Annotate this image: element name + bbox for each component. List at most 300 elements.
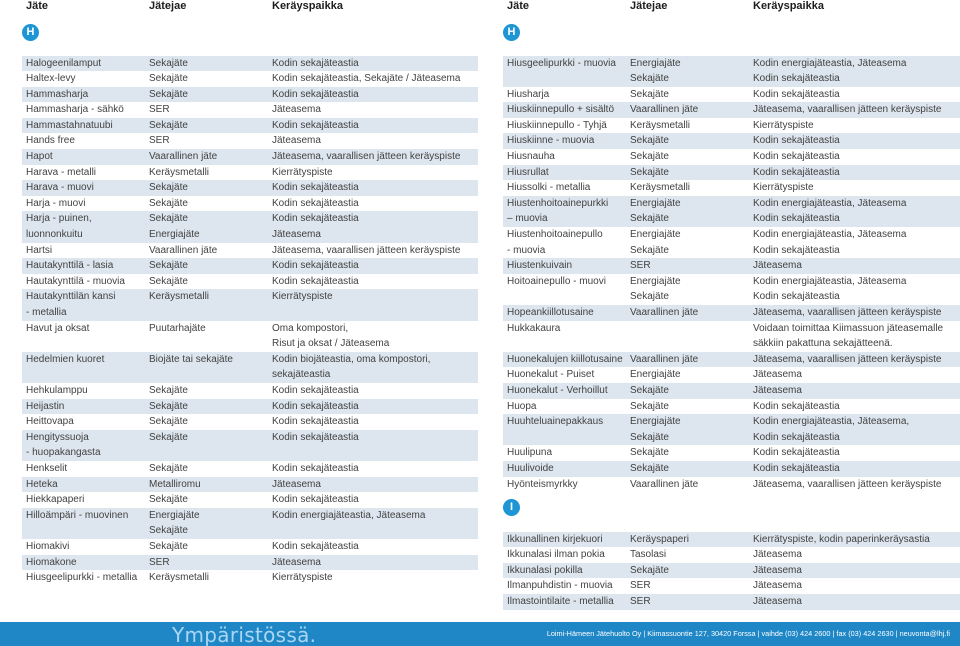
collection-point-cell — [753, 399, 960, 415]
cell-line: SER — [149, 135, 170, 147]
table-row — [22, 352, 478, 383]
cell-line: Heijastin — [26, 400, 65, 412]
collection-point-cell — [272, 321, 478, 352]
cell-line: Vaarallinen jäte — [149, 151, 218, 163]
fraction-cell — [149, 180, 272, 196]
cell-line: Ilmastointilaite - metallia — [507, 596, 614, 607]
cell-line: Harava - muovi — [26, 182, 94, 194]
cell-line: Sekajäte — [149, 462, 188, 474]
cell-line: Risut ja oksat / Jäteasema — [272, 338, 390, 350]
cell-line: Jäteasema — [272, 135, 321, 147]
cell-line: Harja - muovi — [26, 197, 86, 209]
table-row — [22, 118, 478, 134]
fraction-cell — [630, 594, 753, 610]
letter-section — [503, 24, 960, 493]
collection-point-cell — [272, 274, 478, 290]
cell-line: Jäteasema — [753, 369, 802, 381]
fraction-cell — [630, 133, 753, 149]
waste-cell — [507, 274, 630, 305]
fraction-cell — [630, 461, 753, 477]
cell-line: Vaarallinen jäte — [630, 307, 699, 318]
cell-line: Hiustenkuivain — [507, 260, 573, 272]
fraction-cell — [630, 149, 753, 165]
waste-cell — [26, 399, 149, 415]
section-letter-badge: H — [503, 24, 520, 41]
collection-point-cell — [272, 414, 478, 430]
collection-point-cell — [753, 367, 960, 383]
collection-point-cell — [272, 102, 478, 118]
collection-point-cell — [753, 196, 960, 227]
cell-line: Kodin biojäteastia, oma kompostori, — [272, 353, 431, 365]
cell-line: Jäteasema, vaarallisen jätteen keräyspiste — [753, 104, 942, 116]
column-header-fraction: Jätejae — [149, 0, 187, 12]
table-row — [503, 414, 960, 445]
cell-line: säkkiin pakattuna sekajätteenä. — [753, 338, 893, 350]
cell-line: Kodin sekajäteastia — [753, 462, 840, 474]
cell-line: Sekajäte — [630, 400, 669, 412]
cell-line: Hiusgeelipurkki - muovia — [507, 57, 616, 69]
fraction-cell — [630, 399, 753, 415]
cell-line: Halogeenilamput — [26, 57, 102, 69]
cell-line: Sekajäte — [149, 275, 188, 287]
cell-line: SER — [630, 260, 651, 272]
table-row — [503, 227, 960, 258]
table-row — [503, 165, 960, 181]
cell-line: Keräyspaperi — [630, 533, 689, 545]
collection-point-cell — [272, 149, 478, 165]
cell-line: SER — [149, 556, 170, 568]
collection-point-cell — [753, 578, 960, 594]
cell-line: Energiajäte — [149, 229, 200, 241]
cell-line: Jäteasema — [272, 229, 321, 241]
fraction-cell — [630, 547, 753, 563]
collection-point-cell — [272, 56, 478, 72]
cell-line: Vaarallinen jäte — [630, 478, 699, 490]
letter-section — [22, 24, 478, 586]
cell-line: Voidaan toimittaa Kiimassuon jäteasemalle — [753, 322, 944, 334]
cell-line: Hautakynttilän kansi — [26, 291, 116, 303]
fraction-cell — [149, 289, 272, 320]
cell-line: Jäteasema, vaarallisen jätteen keräyspiste — [753, 478, 942, 490]
table-row — [22, 399, 478, 415]
fraction-cell — [149, 243, 272, 259]
cell-line: Keräysmetalli — [630, 119, 691, 131]
table-row — [22, 555, 478, 571]
waste-cell — [507, 180, 630, 196]
table-row — [503, 532, 960, 548]
table-row — [503, 367, 960, 383]
cell-line: Hiuskiinne - muovia — [507, 135, 595, 147]
waste-cell — [26, 461, 149, 477]
collection-point-cell — [753, 102, 960, 118]
collection-point-cell — [753, 547, 960, 563]
collection-point-cell — [753, 118, 960, 134]
cell-line: Kodin sekajäteastia — [272, 462, 359, 474]
waste-cell — [26, 165, 149, 181]
waste-cell — [26, 102, 149, 118]
cell-line: Energiajäte — [630, 197, 681, 209]
collection-point-cell — [272, 352, 478, 383]
waste-cell — [26, 570, 149, 586]
waste-cell — [26, 508, 149, 539]
waste-cell — [507, 563, 630, 579]
collection-point-cell — [272, 165, 478, 181]
table-row — [503, 445, 960, 461]
cell-line: Sekajäte — [149, 119, 188, 131]
waste-cell — [26, 71, 149, 87]
cell-line: Huonekalut - Verhoillut — [507, 384, 608, 396]
collection-point-cell — [272, 430, 478, 461]
collection-point-cell — [272, 196, 478, 212]
fraction-cell — [630, 102, 753, 118]
cell-line: Sekajäte — [630, 291, 669, 303]
cell-line: Jäteasema, vaarallisen jätteen keräyspiste — [753, 307, 942, 318]
waste-cell — [26, 414, 149, 430]
fraction-cell — [149, 430, 272, 461]
table-header — [503, 0, 960, 12]
cell-line: Kodin sekajäteastia — [272, 197, 359, 209]
fraction-cell — [630, 258, 753, 274]
fraction-cell — [149, 555, 272, 571]
fraction-cell — [149, 508, 272, 539]
cell-line: Kodin sekajäteastia — [272, 88, 359, 100]
collection-point-cell — [272, 383, 478, 399]
cell-line: Hands free — [26, 135, 75, 147]
cell-line: Sekajäte — [149, 57, 188, 69]
cell-line: Kodin sekajäteastia — [753, 73, 840, 85]
cell-line: Jäteasema — [753, 580, 802, 592]
collection-point-cell — [753, 477, 960, 493]
cell-line: Huuhteluainepakkaus — [507, 416, 604, 428]
cell-line: Ikkunalasi pokilla — [507, 564, 583, 576]
footer-slogan: Ympäristössä. — [172, 623, 317, 646]
cell-line: Sekajäte — [149, 431, 188, 443]
cell-line: Hiustenhoitoainepullo — [507, 229, 603, 241]
cell-line: – muovia — [507, 213, 548, 225]
waste-cell — [26, 87, 149, 103]
table-row — [503, 118, 960, 134]
cell-line: Havut ja oksat — [26, 322, 90, 334]
cell-line: - muovia — [507, 244, 546, 256]
collection-point-cell — [272, 539, 478, 555]
right-table-column — [503, 0, 960, 610]
cell-line: Huonekalut - Puiset — [507, 369, 595, 381]
cell-line: Hedelmien kuoret — [26, 353, 105, 365]
table-row — [22, 211, 478, 242]
cell-line: Kodin sekajäteastia — [753, 447, 840, 459]
cell-line: Kodin sekajäteastia — [272, 213, 359, 225]
waste-cell — [507, 367, 630, 383]
cell-line: Kodin sekajäteastia — [753, 400, 840, 412]
cell-line: Kodin sekajäteastia — [272, 540, 359, 552]
table-row — [22, 243, 478, 259]
table-row — [22, 165, 478, 181]
cell-line: Kodin sekajäteastia — [272, 275, 359, 287]
table-row — [503, 56, 960, 87]
cell-line: Hiusgeelipurkki - metallia — [26, 572, 138, 584]
fraction-cell — [149, 274, 272, 290]
table-row — [503, 461, 960, 477]
waste-cell — [507, 383, 630, 399]
collection-point-cell — [272, 118, 478, 134]
cell-line: Ikkunallinen kirjekuori — [507, 533, 603, 545]
cell-line: Kodin sekajäteastia — [272, 400, 359, 412]
cell-line: Hammasharja — [26, 88, 89, 100]
table-row — [22, 133, 478, 149]
cell-line: Hapot — [26, 151, 53, 163]
cell-line: Kodin energiajäteastia, Jäteasema — [272, 509, 426, 521]
table-row — [22, 570, 478, 586]
waste-cell — [507, 578, 630, 594]
footer-contact: Loimi-Hämeen Jätehuolto Oy | Kiimassuontie 127, 30420 Forssa | vaihde (03) 424 2600 | fax (03) 424 2630 | neuvonta@lhj.fi — [546, 629, 950, 638]
cell-line: Vaarallinen jäte — [630, 104, 699, 116]
collection-point-cell — [753, 258, 960, 274]
table-row — [22, 87, 478, 103]
fraction-cell — [149, 383, 272, 399]
table-row — [503, 133, 960, 149]
cell-line: Heteka — [26, 478, 58, 490]
cell-line: Kodin sekajäteastia — [272, 431, 359, 443]
cell-line: Sekajäte — [149, 182, 188, 194]
cell-line: Kierrätyspiste — [272, 291, 333, 303]
cell-line: Jäteasema — [753, 260, 802, 272]
cell-line: Sekajäte — [630, 462, 669, 474]
cell-line: Kodin sekajäteastia — [753, 213, 840, 225]
fraction-cell — [149, 258, 272, 274]
waste-cell — [507, 133, 630, 149]
table-row — [22, 508, 478, 539]
cell-line: Sekajäte — [149, 540, 188, 552]
fraction-cell — [630, 118, 753, 134]
waste-cell — [507, 594, 630, 610]
cell-line: Jäteasema — [753, 384, 802, 396]
collection-point-cell — [272, 555, 478, 571]
fraction-cell — [630, 477, 753, 493]
cell-line: Kodin sekajäteastia, Sekajäte / Jäteasema — [272, 73, 461, 85]
waste-cell — [507, 87, 630, 103]
cell-line: Jäteasema — [272, 556, 321, 568]
collection-point-cell — [272, 180, 478, 196]
cell-line: Hiusharja — [507, 88, 550, 100]
cell-line: Kierrätyspiste — [753, 182, 814, 194]
cell-line: Kodin sekajäteastia — [272, 384, 359, 396]
cell-line: Biojäte tai sekajäte — [149, 353, 233, 365]
table-row — [22, 196, 478, 212]
table-row — [503, 258, 960, 274]
cell-line: Kodin energiajäteastia, Jäteasema — [753, 229, 907, 241]
column-header-collection-point: Keräyspaikka — [272, 0, 343, 12]
waste-cell — [26, 56, 149, 72]
table-row — [503, 180, 960, 196]
waste-cell — [26, 133, 149, 149]
cell-line: Oma kompostori, — [272, 322, 349, 334]
fraction-cell — [630, 196, 753, 227]
table-row — [22, 539, 478, 555]
cell-line: Ikkunalasi ilman pokia — [507, 549, 605, 561]
cell-line: Kierrätyspiste — [272, 166, 333, 178]
fraction-cell — [630, 352, 753, 368]
waste-cell — [507, 258, 630, 274]
cell-line: Hukkakaura — [507, 322, 561, 334]
cell-line: Sekajäte — [630, 564, 669, 576]
waste-cell — [507, 461, 630, 477]
fraction-cell — [149, 477, 272, 493]
cell-line: SER — [630, 596, 651, 607]
collection-point-cell — [753, 87, 960, 103]
table-row — [503, 352, 960, 368]
fraction-cell — [149, 56, 272, 72]
cell-line: Tasolasi — [630, 549, 667, 561]
cell-line: SER — [149, 104, 170, 116]
fraction-cell — [630, 305, 753, 321]
cell-line: Energiajäte — [630, 416, 681, 428]
table-row — [503, 149, 960, 165]
cell-line: Kodin sekajäteastia — [272, 57, 359, 69]
cell-line: Puutarhajäte — [149, 322, 206, 334]
collection-point-cell — [753, 321, 960, 352]
cell-line: Hartsi — [26, 244, 53, 256]
fraction-cell — [630, 445, 753, 461]
waste-cell — [507, 102, 630, 118]
collection-point-cell — [272, 461, 478, 477]
table-row — [503, 383, 960, 399]
cell-line: Sekajäte — [149, 416, 188, 428]
table-row — [503, 305, 960, 321]
cell-line: Kodin energiajäteastia, Jäteasema — [753, 57, 907, 69]
cell-line: luonnonkuitu — [26, 229, 83, 241]
collection-point-cell — [753, 532, 960, 548]
cell-line: SER — [630, 580, 651, 592]
cell-line: Hoitoainepullo - muovi — [507, 275, 606, 287]
collection-point-cell — [272, 492, 478, 508]
fraction-cell — [149, 321, 272, 352]
column-header-fraction: Jätejae — [630, 0, 668, 12]
fraction-cell — [630, 227, 753, 258]
table-row — [22, 180, 478, 196]
fraction-cell — [630, 274, 753, 305]
fraction-cell — [149, 461, 272, 477]
waste-cell — [26, 477, 149, 493]
cell-line: Hiussolki - metallia — [507, 182, 591, 194]
collection-point-cell — [753, 227, 960, 258]
cell-line: Kodin sekajäteastia — [753, 88, 840, 100]
collection-point-cell — [753, 445, 960, 461]
cell-line: Vaarallinen jäte — [149, 244, 218, 256]
cell-line: Keräysmetalli — [149, 572, 210, 584]
cell-line: Heittovapa — [26, 416, 74, 428]
collection-point-cell — [272, 508, 478, 539]
cell-line: Harava - metalli — [26, 166, 97, 178]
waste-cell — [26, 352, 149, 383]
waste-cell — [26, 211, 149, 242]
waste-cell — [507, 149, 630, 165]
fraction-cell — [149, 539, 272, 555]
cell-line: Hiomakivi — [26, 540, 70, 552]
waste-cell — [507, 118, 630, 134]
cell-line: Hiustenhoitoainepurkki — [507, 197, 609, 209]
collection-point-cell — [272, 211, 478, 242]
collection-point-cell — [753, 594, 960, 610]
fraction-cell — [149, 165, 272, 181]
waste-cell — [26, 383, 149, 399]
collection-point-cell — [753, 165, 960, 181]
cell-line: Jäteasema — [753, 564, 802, 576]
waste-cell — [26, 149, 149, 165]
waste-cell — [507, 196, 630, 227]
table-row — [22, 461, 478, 477]
cell-line: Sekajäte — [630, 244, 669, 256]
cell-line: Sekajäte — [149, 400, 188, 412]
waste-cell — [26, 258, 149, 274]
table-row — [22, 274, 478, 290]
collection-point-cell — [272, 243, 478, 259]
footer-bar — [0, 622, 960, 646]
waste-cell — [26, 289, 149, 320]
cell-line: Jäteasema — [753, 596, 802, 607]
waste-cell — [507, 352, 630, 368]
fraction-cell — [149, 399, 272, 415]
cell-line: Sekajäte — [149, 88, 188, 100]
waste-cell — [507, 547, 630, 563]
cell-line: Huulivoide — [507, 462, 554, 474]
table-row — [503, 196, 960, 227]
cell-line: Sekajäte — [149, 260, 188, 272]
cell-line: Kodin energiajäteastia, Jäteasema — [753, 275, 907, 287]
cell-line: Keräysmetalli — [149, 166, 210, 178]
collection-point-cell — [753, 149, 960, 165]
fraction-cell — [149, 118, 272, 134]
left-table-column — [22, 0, 478, 586]
cell-line: Hilloämpäri - muovinen — [26, 509, 129, 521]
cell-line: Sekajäte — [630, 166, 669, 178]
collection-point-cell — [753, 274, 960, 305]
fraction-cell — [630, 563, 753, 579]
waste-cell — [26, 274, 149, 290]
fraction-cell — [630, 414, 753, 445]
table-row — [22, 430, 478, 461]
column-header-waste: Jäte — [26, 0, 49, 12]
cell-line: Sekajäte — [630, 151, 669, 163]
cell-line: Sekajäte — [630, 88, 669, 100]
cell-line: Sekajäte — [149, 213, 188, 225]
cell-line: Energiajäte — [149, 509, 200, 521]
cell-line: Sekajäte — [630, 135, 669, 147]
table-row — [503, 547, 960, 563]
fraction-cell — [630, 532, 753, 548]
cell-line: Jäteasema, vaarallisen jätteen keräyspiste — [272, 244, 461, 256]
table-row — [22, 414, 478, 430]
column-header-waste: Jäte — [507, 0, 530, 12]
waste-cell — [507, 477, 630, 493]
fraction-cell — [149, 196, 272, 212]
cell-line: Sekajäte — [630, 384, 669, 396]
table-row — [503, 274, 960, 305]
cell-line: Sekajäte — [630, 213, 669, 225]
fraction-cell — [149, 102, 272, 118]
cell-line: Hautakynttilä - muovia — [26, 275, 125, 287]
cell-line: Sekajäte — [149, 384, 188, 396]
cell-line: Kodin sekajäteastia — [272, 182, 359, 194]
cell-line: Energiajäte — [630, 369, 681, 381]
waste-cell — [26, 492, 149, 508]
cell-line: Hiekkapaperi — [26, 494, 85, 506]
cell-line: Hengityssuoja — [26, 431, 89, 443]
table-row — [503, 578, 960, 594]
table-row — [22, 289, 478, 320]
waste-cell — [26, 118, 149, 134]
cell-line: Jäteasema — [272, 104, 321, 116]
waste-cell — [507, 321, 630, 352]
